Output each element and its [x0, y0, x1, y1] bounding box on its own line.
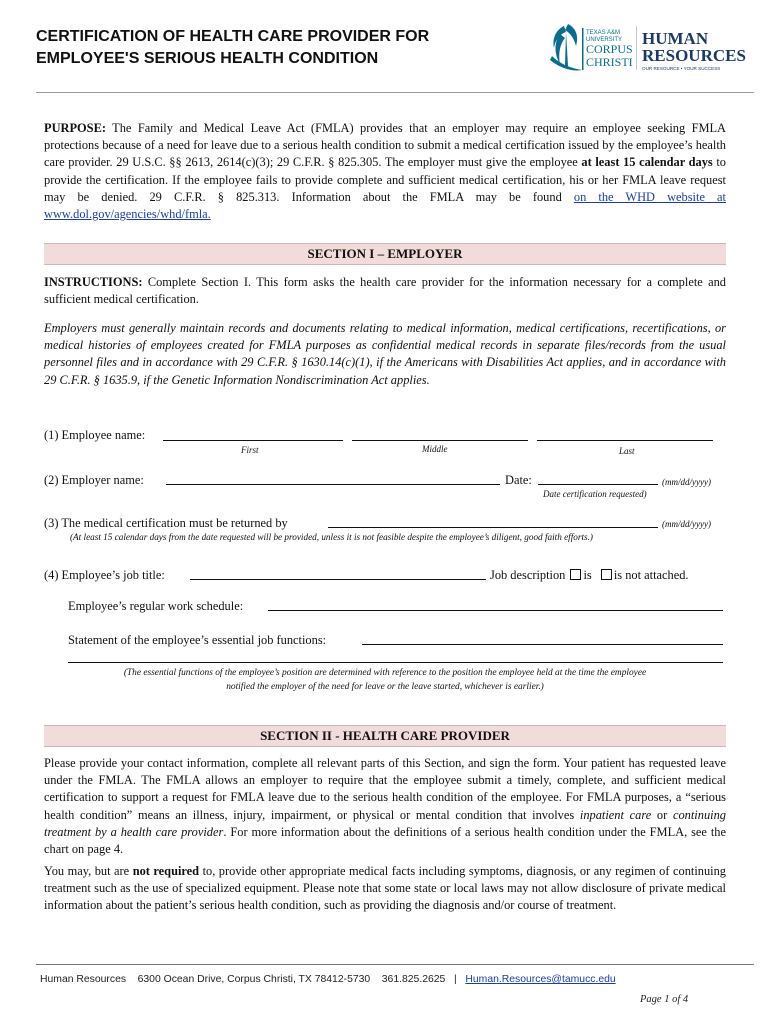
last-name-caption: Last	[619, 446, 635, 456]
job-description-row	[490, 567, 689, 583]
page-number: Page 1 of 4	[640, 994, 689, 1005]
university-logo	[546, 20, 756, 76]
logo-hr-line1: HUMAN	[642, 29, 709, 48]
form-title	[36, 26, 429, 70]
section2-paragraph-1	[44, 755, 726, 858]
instructions-paragraph	[44, 274, 726, 308]
q3-return-by-label: (3) The medical certification must be returned by	[44, 516, 288, 530]
job-description-is-checkbox[interactable]	[570, 569, 581, 580]
s2p1-text-b: or	[651, 807, 673, 822]
s2p2-text-a: You may, but are	[44, 864, 133, 878]
logo-tagline: OUR RESOURCE • YOUR SUCCESS	[642, 66, 721, 71]
q2-employer-name-label: (2) Employer name:	[44, 473, 144, 487]
job-description-is-not-checkbox[interactable]	[601, 569, 612, 580]
q2-date-format: (mm/dd/yyyy)	[662, 477, 711, 487]
job-functions-field-line1[interactable]	[362, 644, 723, 645]
header-divider	[36, 92, 754, 93]
footer-phone: 361.825.2625	[381, 974, 446, 985]
section2-paragraph-2	[44, 863, 726, 915]
purpose-text-2: to provide the certification. If the employee fails to provide complete and sufficient medical certification, his or her FMLA leave request may be denied. 29 C.F.R. § 825.313. Information about the FMLA may be found	[44, 155, 726, 204]
footer-dept: Human Resources	[40, 974, 127, 985]
employee-last-name-field[interactable]	[537, 440, 713, 441]
logo-univ-line3: CORPUS	[586, 42, 633, 56]
q3-note: (At least 15 calendar days from the date requested will be provided, unless it is not feasible despite the employee’s diligent, good faith efforts.)	[70, 532, 593, 542]
middle-name-caption: Middle	[422, 444, 448, 454]
job-functions-field-line2[interactable]	[68, 662, 723, 663]
footer-divider	[36, 964, 754, 965]
form-title-line2: EMPLOYEE'S SERIOUS HEALTH CONDITION	[36, 50, 379, 67]
q4-job-title-label: (4) Employee’s job title:	[44, 568, 165, 582]
whd-website-link[interactable]: on the WHD website at www.dol.gov/agencies/whd/fmla.	[44, 189, 726, 222]
s2p1-continuing-treatment: continuing treatment by a health care provider	[44, 807, 726, 839]
date-requested-field[interactable]	[538, 484, 658, 485]
work-schedule-field[interactable]	[268, 610, 723, 611]
tamucc-hr-logo-graphic	[546, 20, 756, 76]
job-functions-note-line2: notified the employer of the need for leave or the leave started, whichever is earlier.)	[226, 682, 544, 692]
job-description-label: Job description	[490, 568, 566, 582]
return-by-date-field[interactable]	[328, 527, 658, 528]
job-functions-note	[44, 666, 726, 694]
s2p2-text-b: to, provide other appropriate medical facts including symptoms, diagnosis, or any regimen of continuing treatment such as the use of specialized equipment. Please note that some state or local laws may not allow disclosure of private medical information about the patient’s serious health condition, such as providing the diagnosis and/or course of treatment.	[44, 864, 727, 913]
footer-contact	[40, 974, 616, 985]
s2p1-inpatient-care: inpatient care	[579, 807, 652, 822]
q1-employee-name-label: (1) Employee name:	[44, 428, 146, 442]
job-description-is-label: is	[583, 568, 592, 582]
purpose-paragraph	[44, 120, 726, 223]
logo-univ-line2: UNIVERSITY	[586, 37, 623, 43]
s2p1-text-c: . For more information about the definitions of a serious health condition under the FMLA, see the chart on page 4.	[44, 824, 727, 857]
footer-separator: |	[454, 974, 457, 985]
section2-heading: SECTION II - HEALTH CARE PROVIDER	[44, 725, 726, 747]
job-functions-label: Statement of the employee’s essential job functions:	[68, 633, 327, 647]
job-functions-note-line1: (The essential functions of the employee’s position are determined with reference to the position the employee held at the time the employee	[123, 668, 647, 678]
q2-date-label: Date:	[505, 473, 532, 487]
confidentiality-paragraph: Employers must generally maintain records and documents relating to medical information, medical certifications, recertifications, or medical histories of employees created for FMLA purposes as confidential medical records in separate files/records from the usual personnel files and in accordance with 29 C.F.R. § 1630.14(c)(1), if the Americans with Disabilities Act applies, and in accordance with 29 C.F.R. § 1635.9, if the Genetic Information Nondiscrimination Act applies.	[44, 321, 726, 387]
s2p1-text-a: Please provide your contact information, complete all relevant parts of this Section, and sign the form. Your patient has requested leave under the FMLA. The FMLA allows an employer to require that the employee submit a timely, complete, and sufficient medical certification to support a request for FMLA leave due to the serious health condition of the employee. For FMLA purposes, a “serious health condition” means an illness, injury, impairment, or physical or mental condition that involves	[44, 756, 726, 822]
logo-hr-line2: RESOURCES	[642, 46, 746, 65]
purpose-bold-deadline: at least 15 calendar days	[581, 155, 713, 170]
job-title-field[interactable]	[190, 579, 486, 580]
q2-date-caption: Date certification requested)	[543, 489, 647, 499]
s2p2-not-required: not required	[132, 864, 200, 878]
employee-first-name-field[interactable]	[163, 440, 343, 441]
first-name-caption: First	[241, 445, 259, 455]
job-description-is-not-label: is not attached.	[613, 568, 689, 582]
employer-name-field[interactable]	[166, 484, 500, 485]
instructions-text: Complete Section I. This form asks the health care provider for the information necessary for a complete and sufficient medical certification.	[44, 275, 726, 307]
purpose-text-1: The Family and Medical Leave Act (FMLA) provides that an employer may require an employee seeking FMLA protections because of a need for leave due to a serious health condition to submit a medical certification issued by the employee’s health care provider. 29 U.S.C. §§ 2613, 2614(c)(3); 29 C.F.R. § 825.305. The employer must give the employee	[44, 121, 726, 170]
employee-middle-name-field[interactable]	[352, 440, 528, 441]
instructions-label: INSTRUCTIONS:	[44, 275, 143, 289]
q3-date-format: (mm/dd/yyyy)	[662, 519, 711, 529]
logo-univ-line4: CHRISTI	[586, 55, 633, 69]
logo-univ-line1: TEXAS A&M	[586, 30, 621, 36]
form-title-line1: CERTIFICATION OF HEALTH CARE PROVIDER FOR	[36, 28, 430, 45]
footer-email-link[interactable]: Human.Resources@tamucc.edu	[465, 974, 616, 985]
section1-heading: SECTION I – EMPLOYER	[44, 243, 726, 265]
purpose-label: PURPOSE:	[44, 121, 106, 135]
footer-address: 6300 Ocean Drive, Corpus Christi, TX 78412-5730	[137, 974, 371, 985]
work-schedule-label: Employee’s regular work schedule:	[68, 599, 244, 613]
